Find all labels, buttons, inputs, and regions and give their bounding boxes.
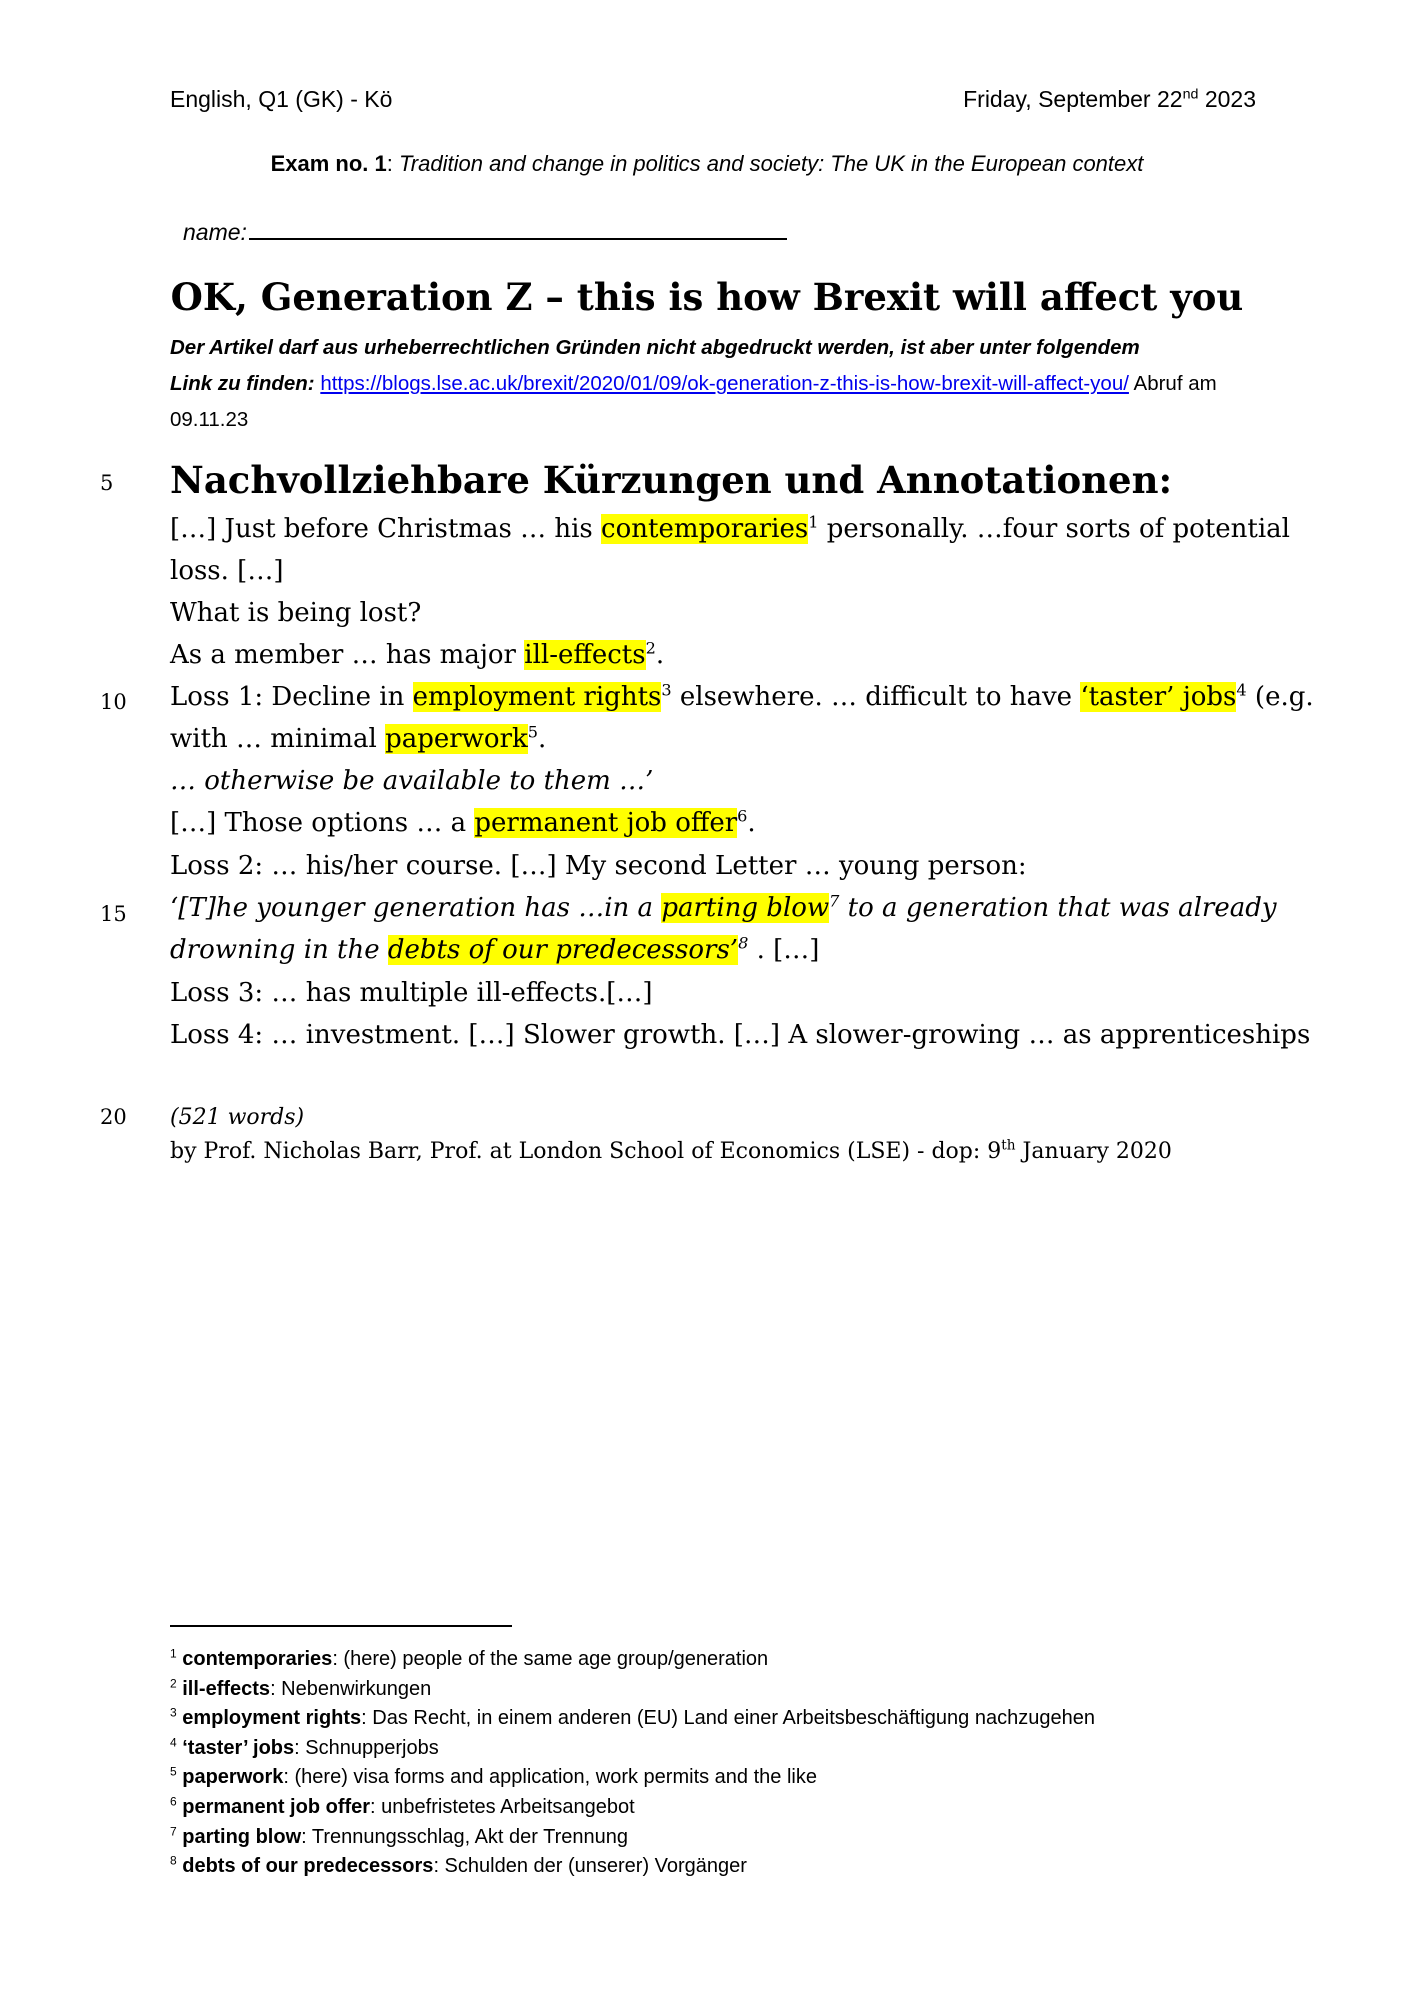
highlight-permanent-job-offer: permanent job offer <box>474 808 738 838</box>
line-number-20: 20 <box>100 1105 127 1129</box>
highlight-taster-jobs: ‘taster’ jobs <box>1080 682 1237 712</box>
text-line: with … minimal paperwork$^5$. <box>170 722 547 754</box>
footnote-8: $^8$ debts of our predecessors: Schulden der (unserer) Vorgänger <box>170 1853 747 1878</box>
text-line: Loss 3: … has multiple ill-effects.[…] <box>170 978 653 1008</box>
footnote-4: $^4$ ‘taster’ jobs: Schnupperjobs <box>170 1735 439 1759</box>
footnote-7: $^7$ parting blow: Trennungsschlag, Akt der Trennung <box>170 1823 629 1848</box>
text-line: What is being lost? <box>170 598 422 628</box>
highlight-parting-blow: parting blow <box>661 893 830 923</box>
highlight-paperwork: paperwork <box>385 724 528 754</box>
highlight-ill-effects: ill-effects <box>524 640 646 670</box>
footnote-2: $^2$ ill-effects: Nebenwirkungen <box>170 1675 432 1700</box>
article-link[interactable]: https://blogs.lse.ac.uk/brexit/2020/01/09/ok-generation-z-this-is-how-brexit-will-affect-you/ <box>320 372 1129 395</box>
exam-label: Exam no. 1 <box>270 151 387 176</box>
text-line: loss. […] <box>170 556 284 586</box>
line-number-15: 15 <box>100 902 127 926</box>
text-line: ‘[T]he younger generation has …in a parting blow$^7$ to a generation that was already <box>170 891 1277 923</box>
header-course: English, Q1 (GK) - Kö <box>170 86 393 112</box>
footnote-5: $^5$ paperwork: (here) visa forms and application, work permits and the like <box>170 1764 817 1789</box>
line-number-10: 10 <box>100 690 127 714</box>
article-title: OK, Generation Z – this is how Brexit will affect you <box>170 275 1244 319</box>
text-line: Loss 2: … his/her course. […] My second Letter … young person: <box>170 851 1027 881</box>
footnotes <box>170 1645 1095 1882</box>
footnote-separator <box>170 1625 512 1627</box>
highlight-debts-of-our-predecessors: debts of our predecessors’ <box>387 935 739 965</box>
text-line: … otherwise be available to them …’ <box>170 766 654 796</box>
highlight-employment-rights: employment rights <box>412 682 662 712</box>
copyright-notice: Der Artikel darf aus urheberrechtlichen Gründen nicht abgedruckt werden, ist aber unter folgendem Link zu finden: https://blogs.lse.ac.uk/brexit/2020/01/09/ok-generation-z-this-is-how-brexit-will-affect-you/ Abruf am 09.11.23 <box>170 336 1217 431</box>
text-line: […] Just before Christmas … his contemporaries$^1$ personally. …four sorts of potential <box>170 512 1290 544</box>
text-line: Loss 4: … investment. […] Slower growth. […] A slower-growing … as apprenticeships <box>170 1020 1311 1050</box>
name-underline <box>249 216 787 240</box>
header-date: Friday, September 22nd 2023 <box>963 86 1256 112</box>
highlight-contemporaries: contemporaries <box>601 514 809 544</box>
word-count: (521 words) <box>170 1105 305 1130</box>
exam-topic: Tradition and change in politics and society: The UK in the European context <box>399 151 1144 176</box>
text-line: drowning in the debts of our predecessors’$^8$ . […] <box>170 933 820 965</box>
footnote-6: $^6$ permanent job offer: unbefristetes Arbeitsangebot <box>170 1794 635 1818</box>
footnote-3: $^3$ employment rights: Das Recht, in einem anderen (EU) Land einer Arbeitsbeschäftigung nachzugehen <box>170 1705 1095 1730</box>
text-line: […] Those options … a permanent job offer$^6$. <box>170 806 756 838</box>
text-line: As a member … has major ill-effects$^2$. <box>170 638 665 670</box>
section-heading: Nachvollziehbare Kürzungen und Annotationen: <box>170 458 1173 502</box>
access-date: Abruf am 09.11.23 <box>170 372 1217 431</box>
byline: by Prof. Nicholas Barr, Prof. at London School of Economics (LSE) - dop: 9th January 2020 <box>170 1137 1172 1164</box>
name-field: name: <box>183 216 787 246</box>
footnote-1: $^1$ contemporaries: (here) people of the same age group/generation <box>170 1646 769 1670</box>
line-number-5: 5 <box>100 471 114 495</box>
exam-subtitle: Exam no. 1: Tradition and change in politics and society: The UK in the European context <box>270 151 1144 176</box>
text-line: Loss 1: Decline in employment rights$^3$ elsewhere. … difficult to have ‘taster’ jobs$^4$ (e.g. <box>170 680 1314 712</box>
